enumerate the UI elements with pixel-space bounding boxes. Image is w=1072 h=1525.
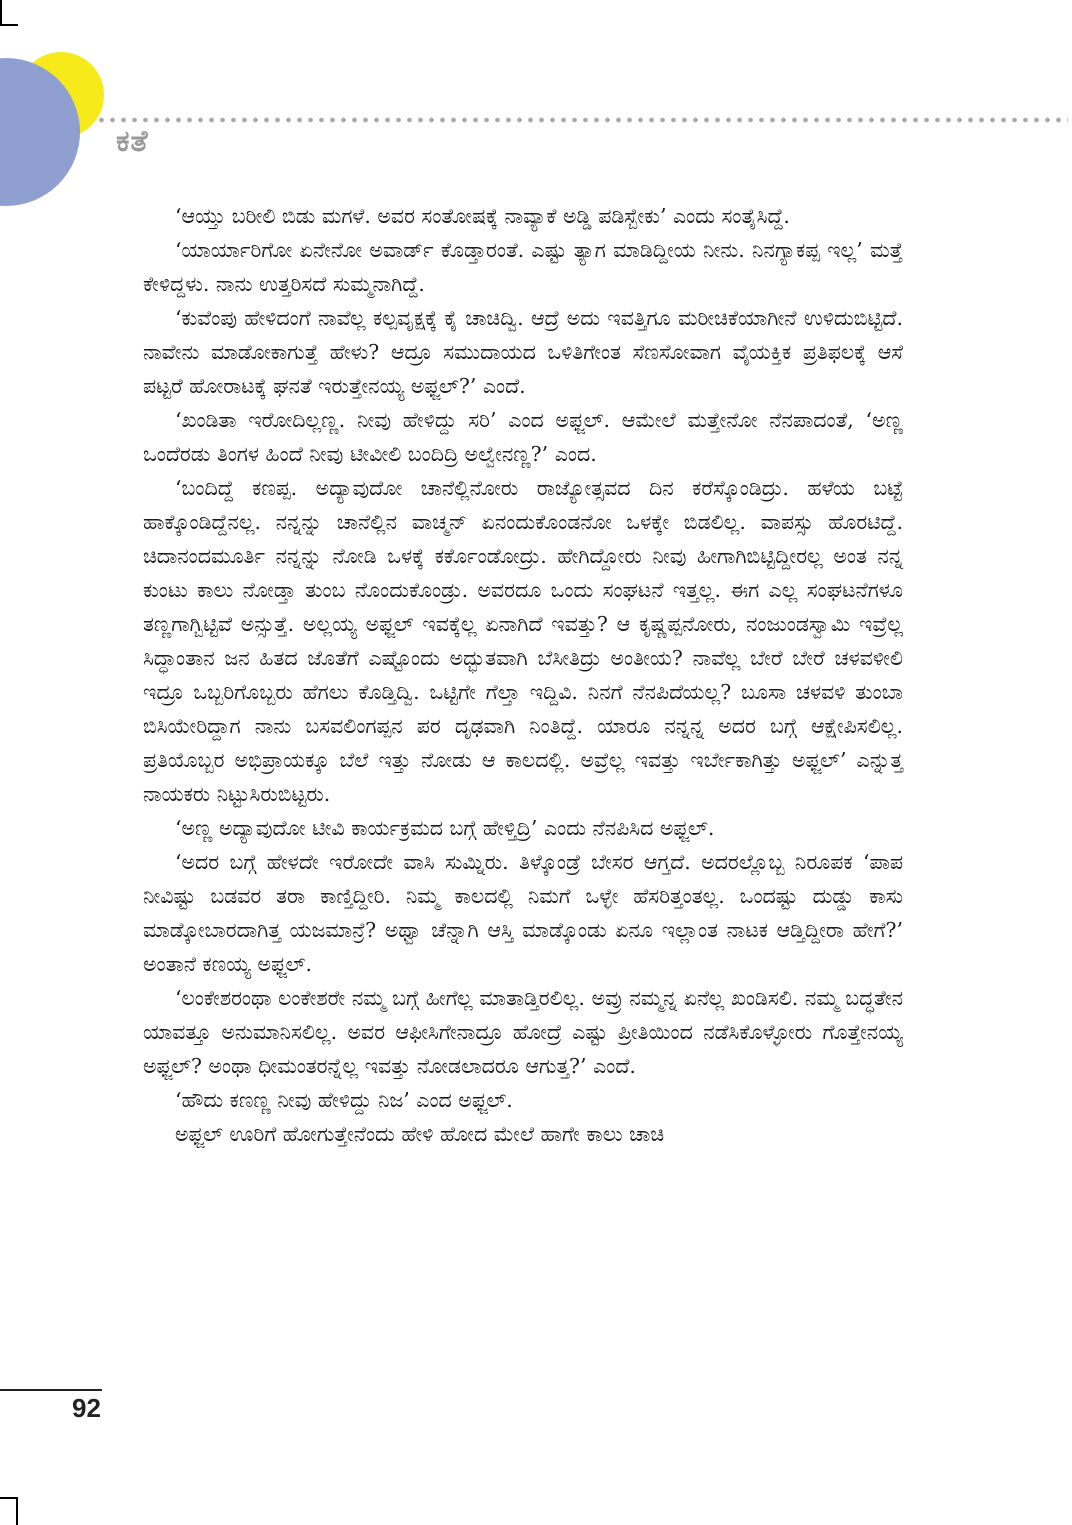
paragraph: ‘ಆಯ್ತು ಬರೀಲಿ ಬಿಡು ಮಗಳೆ. ಅವರ ಸಂತೋಷಕ್ಕೆ ನಾವ್ಯಾಕೆ ಅಡ್ಡಿ ಪಡಿಸ್ಬೇಕು’ ಎಂದು ಸಂತೈಸಿದ್ದೆ.: [175, 204, 790, 228]
paragraph: ‘ಅದರ ಬಗ್ಗೆ ಹೇಳದೇ ಇರೋದೇ ವಾಸಿ ಸುಮ್ನಿರು. ತಿಳ್ಕೊಂಡ್ರೆ ಬೇಸರ ಆಗ್ತದೆ. ಅದರಲ್ಲೊಬ್ಬ ನಿರೂಪಕ ‘ಪಾಪ ನೀವಿಷ್ಟು ಬಡವರ ತರಾ ಕಾಣ್ತಿದ್ದೀರಿ. ನಿಮ್ಮ ಕಾಲದಲ್ಲಿ ನಿಮಗೆ ಒಳ್ಳೇ ಹೆಸರಿತ್ತಂತಲ್ಲ. ಒಂದಷ್ಟು ದುಡ್ಡು ಕಾಸು ಮಾಡ್ಕೋಬಾರದಾಗಿತ್ತ ಯಜಮಾನ್ರೆ? ಅಥ್ವಾ ಚೆನ್ನಾಗಿ ಆಸ್ತಿ ಮಾಡ್ಕೊಂಡು ಏನೂ ಇಲ್ಲಾಂತ ನಾಟಕ ಆಡ್ತಿದ್ದೀರಾ ಹೇಗೆ?’ ಅಂತಾನೆ ಕಣಯ್ಯ ಅಫ್ಜಲ್.: [143, 850, 903, 976]
page-number-rule: [0, 1389, 102, 1391]
paragraph: ‘ಅಣ್ಣ ಅದ್ಯಾವುದೋ ಟೀವಿ ಕಾರ್ಯಕ್ರಮದ ಬಗ್ಗೆ ಹೇಳ್ತಿದ್ರಿ’ ಎಂದು ನೆನಪಿಸಿದ ಅಫ್ಜಲ್.: [175, 816, 715, 840]
story-body: [143, 199, 903, 1151]
paragraph: ‘ಯಾರ್ಯಾರಿಗೋ ಏನೇನೋ ಅವಾರ್ಡ್ ಕೊಡ್ತಾರಂತೆ. ಎಷ್ಟು ತ್ಯಾಗ ಮಾಡಿದ್ದೀಯ ನೀನು. ನಿನಗ್ಯಾಕಪ್ಪ ಇಲ್ಲ’ ಮತ್ತೆ ಕೇಳಿದ್ದಳು. ನಾನು ಉತ್ತರಿಸದೆ ಸುಮ್ಮನಾಗಿದ್ದೆ.: [143, 238, 903, 296]
paragraph: ‘ಖಂಡಿತಾ ಇರೋದಿಲ್ಲಣ್ಣ. ನೀವು ಹೇಳಿದ್ದು ಸರಿ’ ಎಂದ ಅಫ್ಜಲ್. ಆಮೇಲೆ ಮತ್ತೇನೋ ನೆನಪಾದಂತೆ, ‘ಅಣ್ಣ ಒಂದೆರಡು ತಿಂಗಳ ಹಿಂದೆ ನೀವು ಟೀವೀಲಿ ಬಂದಿದ್ರಿ ಅಲ್ವೇನಣ್ಣ?’ ಎಂದ.: [143, 408, 903, 466]
paragraph: ಅಫ್ಜಲ್ ಊರಿಗೆ ಹೋಗುತ್ತೇನೆಂದು ಹೇಳಿ ಹೋದ ಮೇಲೆ ಹಾಗೇ ಕಾಲು ಚಾಚಿ: [175, 1122, 665, 1146]
paragraph: ‘ಲಂಕೇಶರಂಥಾ ಲಂಕೇಶರೇ ನಮ್ಮ ಬಗ್ಗೆ ಹೀಗೆಲ್ಲ ಮಾತಾಡ್ತಿರಲಿಲ್ಲ. ಅವ್ರು ನಮ್ಮನ್ನ ಏನೆಲ್ಲ ಖಂಡಿಸಲಿ. ನಮ್ಮ ಬದ್ಧತೇನ ಯಾವತ್ತೂ ಅನುಮಾನಿಸಲಿಲ್ಲ. ಅವರ ಆಫೀಸಿಗೇನಾದ್ರೂ ಹೋದ್ರೆ ಎಷ್ಟು ಪ್ರೀತಿಯಿಂದ ನಡೆಸಿಕೊಳ್ಳೋರು ಗೊತ್ತೇನಯ್ಯ ಅಫ್ಜಲ್? ಅಂಥಾ ಧೀಮಂತರನ್ನೆಲ್ಲ ಇವತ್ತು ನೋಡಲಾದರೂ ಆಗುತ್ತ?’ ಎಂದೆ.: [143, 986, 903, 1078]
dotted-header-rule: [96, 116, 1068, 124]
section-label: ಕತೆ: [116, 124, 149, 159]
paragraph: ‘ಹೌದು ಕಣಣ್ಣ ನೀವು ಹೇಳಿದ್ದು ನಿಜ’ ಎಂದ ಅಫ್ಜಲ್.: [175, 1088, 513, 1112]
crop-mark-bottom: [16, 1497, 18, 1525]
crop-mark-top: [0, 0, 2, 26]
paragraph: ‘ಬಂದಿದ್ದೆ ಕಣಪ್ಪ. ಅದ್ಯಾವುದೋ ಚಾನೆಲ್ಲಿನೋರು ರಾಜ್ಯೋತ್ಸವದ ದಿನ ಕರೆಸ್ಕೊಂಡಿದ್ರು. ಹಳೆಯ ಬಟ್ಟೆ ಹಾಕ್ಕೊಂಡಿದ್ದೆನಲ್ಲ. ನನ್ನನ್ನು ಚಾನೆಲ್ಲಿನ ವಾಚ್ಮನ್ ಏನಂದುಕೊಂಡನೋ ಒಳಕ್ಕೇ ಬಿಡಲಿಲ್ಲ. ವಾಪಸ್ಸು ಹೊರಟಿದ್ದೆ. ಚಿದಾನಂದಮೂರ್ತಿ ನನ್ನನ್ನು ನೋಡಿ ಒಳಕ್ಕೆ ಕರ್ಕೊಂಡೋದ್ರು. ಹೇಗಿದ್ದೋರು ನೀವು ಹೀಗಾಗಿಬಿಟ್ಟಿದ್ದೀರಲ್ಲ ಅಂತ ನನ್ನ ಕುಂಟು ಕಾಲು ನೋಡ್ತಾ ತುಂಬ ನೊಂದುಕೊಂಡ್ರು. ಅವರದೂ ಒಂದು ಸಂಘಟನೆ ಇತ್ತಲ್ಲ. ಈಗ ಎಲ್ಲ ಸಂಘಟನೆಗಳೂ ತಣ್ಣಗಾಗ್ಬಿಟ್ಟಿವೆ ಅನ್ಸುತ್ತೆ. ಅಲ್ಲಯ್ಯ ಅಫ್ಜಲ್ ಇವಕ್ಕೆಲ್ಲ ಏನಾಗಿದೆ ಇವತ್ತು? ಆ ಕೃಷ್ಣಪ್ಪನೋರು, ನಂಜುಂಡಸ್ವಾಮಿ ಇವ್ರೆಲ್ಲ ಸಿದ್ಧಾಂತಾನ ಜನ ಹಿತದ ಜೊತೆಗೆ ಎಷ್ಟೊಂದು ಅದ್ಭುತವಾಗಿ ಬೆಸೀತಿದ್ರು ಅಂತೀಯ? ನಾವೆಲ್ಲ ಬೇರೆ ಬೇರೆ ಚಳವಳೀಲಿ ಇದ್ರೂ ಒಬ್ಬರಿಗೊಬ್ಬರು ಹೆಗಲು ಕೊಡ್ತಿದ್ವಿ. ಒಟ್ಟಿಗೇ ಗೆಲ್ತಾ ಇದ್ದಿವಿ. ನಿನಗೆ ನೆನಪಿದೆಯಲ್ಲ? ಬೂಸಾ ಚಳವಳಿ ತುಂಬಾ ಬಿಸಿಯೇರಿದ್ದಾಗ ನಾನು ಬಸವಲಿಂಗಪ್ಪನ ಪರ ದೃಢವಾಗಿ ನಿಂತಿದ್ದೆ. ಯಾರೂ ನನ್ನನ್ನ ಅದರ ಬಗ್ಗೆ ಆಕ್ಷೇಪಿಸಲಿಲ್ಲ. ಪ್ರತಿಯೊಬ್ಬರ ಅಭಿಪ್ರಾಯಕ್ಕೂ ಬೆಲೆ ಇತ್ತು ನೋಡು ಆ ಕಾಲದಲ್ಲಿ. ಅವ್ರೆಲ್ಲ ಇವತ್ತು ಇರ್ಬೇಕಾಗಿತ್ತು ಅಫ್ಜಲ್’ ಎನ್ನುತ್ತ ನಾಯಕರು ನಿಟ್ಟುಸಿರುಬಿಟ್ಟರು.: [143, 476, 903, 806]
paragraph: ‘ಕುವೆಂಪು ಹೇಳಿದಂಗೆ ನಾವೆಲ್ಲ ಕಲ್ಪವೃಕ್ಷಕ್ಕೆ ಕೈ ಚಾಚಿದ್ವಿ. ಆದ್ರೆ ಅದು ಇವತ್ತಿಗೂ ಮರೀಚಿಕೆಯಾಗೀನೆ ಉಳಿದುಬಿಟ್ಟಿದೆ. ನಾವೇನು ಮಾಡೋಕಾಗುತ್ತೆ ಹೇಳು? ಆದ್ರೂ ಸಮುದಾಯದ ಒಳಿತಿಗೇಂತ ಸೆಣಸೋವಾಗ ವೈಯಕ್ತಿಕ ಪ್ರತಿಫಲಕ್ಕೆ ಆಸೆ ಪಟ್ಟರೆ ಹೋರಾಟಕ್ಕೆ ಘನತೆ ಇರುತ್ತೇನಯ್ಯ ಅಫ್ಜಲ್?’ ಎಂದೆ.: [143, 306, 903, 398]
crop-mark-top: [0, 24, 18, 26]
page-number: 92: [72, 1393, 101, 1423]
